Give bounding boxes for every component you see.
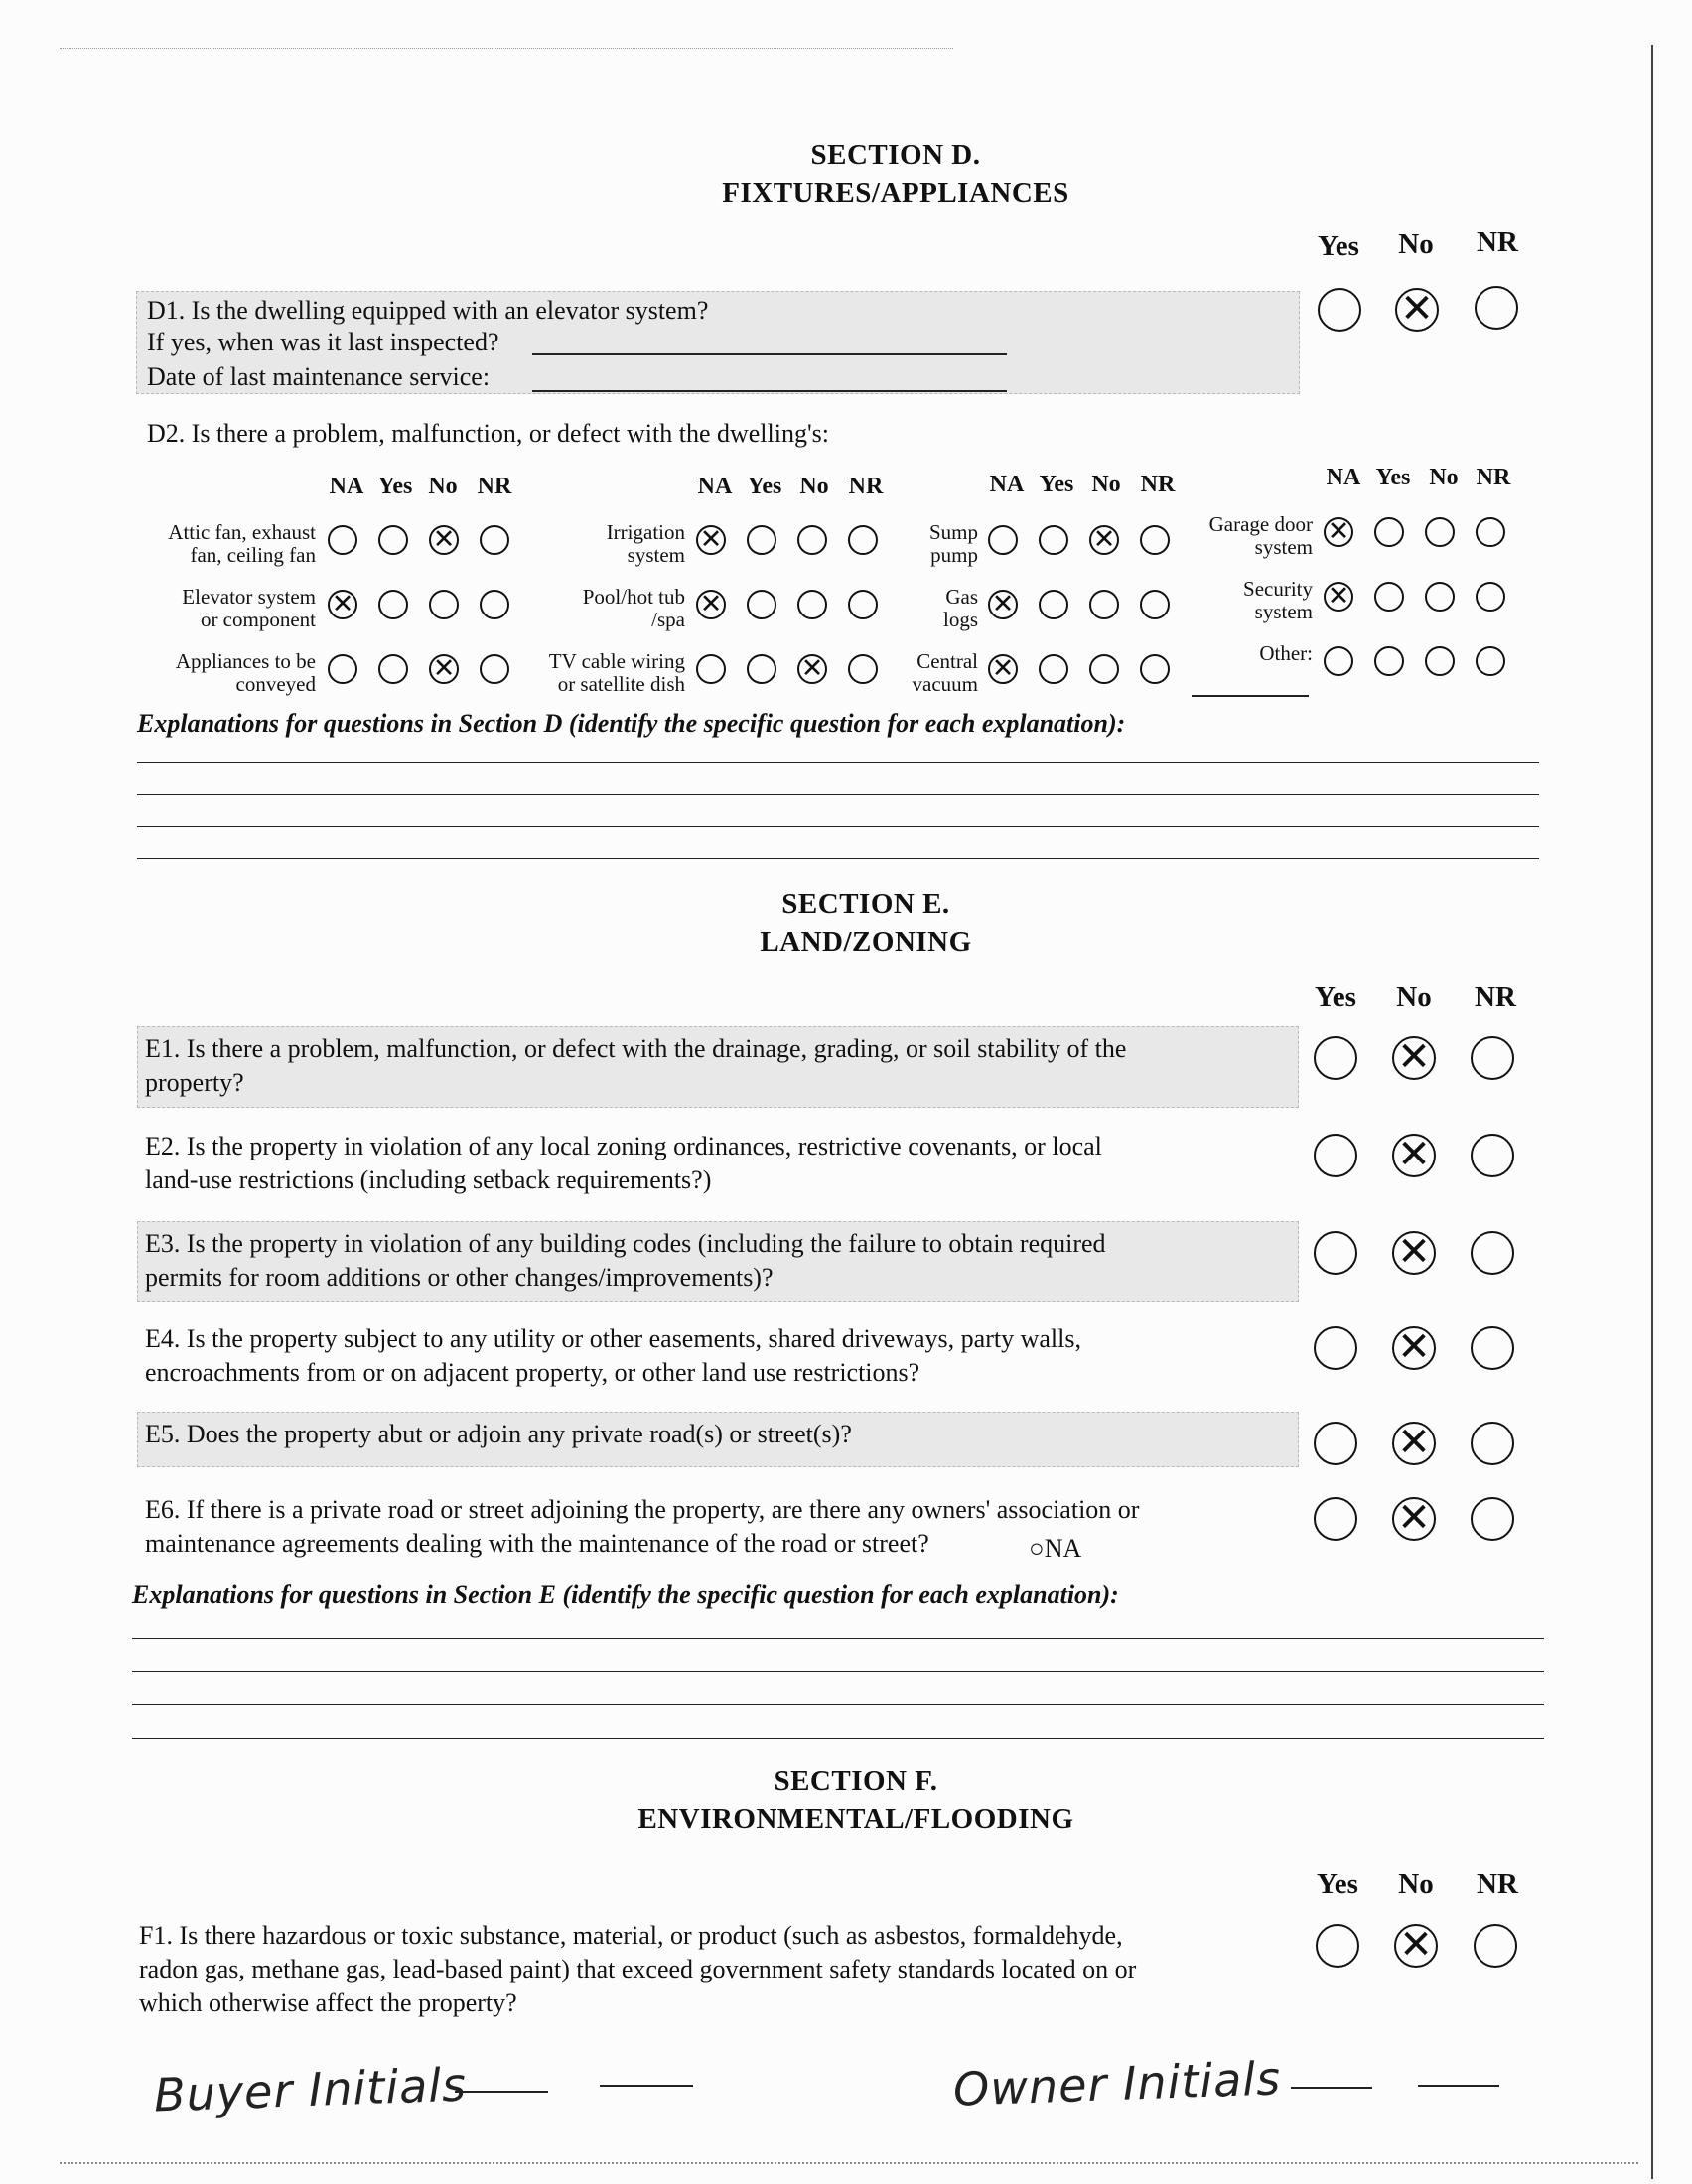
grid1-yes: Yes: [377, 474, 413, 499]
d2-na-radio[interactable]: [1324, 517, 1353, 547]
f-col-yes: Yes: [1317, 1868, 1358, 1900]
d1-question: D1. Is the dwelling equipped with an elevator system?: [147, 296, 709, 325]
d1-maintenance-label: Date of last maintenance service:: [147, 362, 491, 391]
check-mark-icon: ✕: [432, 523, 456, 555]
d2-item-label-line1: Elevator system: [182, 585, 316, 609]
d2-question: D2. Is there a problem, malfunction, or defect with the dwelling's:: [147, 419, 829, 448]
f1-line-1: F1. Is there hazardous or toxic substance, material, or product (such as asbestos, formaldehyde,: [139, 1921, 1123, 1950]
d2-item-label-line2: conveyed: [235, 672, 316, 696]
f1-line-2: radon gas, methane gas, lead-based paint) that exceed government safety standards located on or: [139, 1955, 1137, 1983]
d2-nr-radio[interactable]: [1140, 525, 1170, 555]
f1-no-radio[interactable]: [1394, 1921, 1438, 1968]
d2-item-label: [607, 521, 685, 567]
d2-item-label: [168, 521, 316, 567]
d2-na-radio[interactable]: [696, 525, 726, 555]
d2-na-radio[interactable]: [988, 525, 1018, 555]
d2-nr-radio[interactable]: [1140, 654, 1170, 684]
e-col-yes: Yes: [1315, 981, 1356, 1013]
check-mark-icon: ✕: [432, 652, 456, 684]
d2-item-label-line2: pump: [930, 543, 978, 567]
grid1-no: No: [428, 474, 458, 499]
d1-inspected-label: If yes, when was it last inspected?: [147, 328, 499, 356]
owner-initials-field-2[interactable]: [1418, 2085, 1499, 2087]
d2-no-radio[interactable]: [1089, 590, 1119, 619]
d2-na-radio[interactable]: [988, 590, 1018, 619]
check-mark-icon: ✕: [991, 652, 1015, 684]
d2-item-label-line1: TV cable wiring: [548, 649, 685, 673]
page-top-edge: [60, 48, 953, 49]
e-yes-radio[interactable]: [1314, 1231, 1357, 1275]
e-question-line2: maintenance agreements dealing with the maintenance of the road or street?: [145, 1529, 929, 1558]
d2-yes-radio[interactable]: [1374, 582, 1404, 612]
d2-item-label-line2: system: [1254, 535, 1313, 559]
check-mark-icon: ✕: [1397, 1228, 1431, 1275]
check-mark-icon: ✕: [1397, 1494, 1431, 1541]
buyer-initials-field-2[interactable]: [600, 2085, 693, 2087]
f1-yes-radio[interactable]: [1316, 1924, 1359, 1968]
d2-no-radio[interactable]: [429, 525, 459, 555]
section-d-heading: SECTION D.: [810, 139, 981, 171]
e-expl-line-1[interactable]: [132, 1638, 1544, 1639]
d2-item-label: [929, 521, 978, 567]
d-col-yes: Yes: [1318, 230, 1359, 262]
d2-item-label-line2: or component: [200, 608, 316, 631]
d2-na-radio[interactable]: [696, 654, 726, 684]
e6-na-label: NA: [1044, 1534, 1082, 1563]
e-question-line2: property?: [145, 1068, 244, 1097]
d2-item-label: [1259, 642, 1313, 665]
e-question-line1: E2. Is the property in violation of any local zoning ordinances, restrictive covenants, or local: [145, 1132, 1102, 1160]
grid3-yes: Yes: [1039, 472, 1074, 497]
d2-na-radio[interactable]: [1324, 646, 1353, 676]
d2-item-label-line1: Appliances to be: [175, 649, 316, 673]
d2-item-label-line1: Pool/hot tub: [582, 585, 685, 609]
d2-nr-radio[interactable]: [480, 654, 509, 684]
e-nr-radio[interactable]: [1471, 1036, 1514, 1080]
d2-nr-radio[interactable]: [848, 590, 878, 619]
d2-nr-radio[interactable]: [1476, 517, 1505, 547]
grid3-nr: NR: [1140, 472, 1176, 497]
e-expl-line-3[interactable]: [132, 1704, 1544, 1705]
e-no-radio[interactable]: [1392, 1494, 1436, 1541]
d-col-nr: NR: [1477, 226, 1518, 258]
d1-yes-radio[interactable]: [1318, 288, 1361, 332]
d2-item-label: [176, 650, 316, 696]
e-nr-radio[interactable]: [1471, 1422, 1514, 1465]
d2-yes-radio[interactable]: [747, 525, 776, 555]
d2-nr-radio[interactable]: [1140, 590, 1170, 619]
e-yes-radio[interactable]: [1314, 1422, 1357, 1465]
check-mark-icon: ✕: [1397, 1131, 1431, 1177]
d2-item-label-line2: or satellite dish: [557, 672, 685, 696]
check-mark-icon: ✕: [1399, 1921, 1433, 1968]
d2-yes-radio[interactable]: [378, 525, 408, 555]
grid2-na: NA: [697, 474, 733, 499]
grid4-na: NA: [1326, 465, 1361, 490]
d2-item-label-line1: Garage door: [1208, 512, 1313, 536]
e-yes-radio[interactable]: [1314, 1036, 1357, 1080]
e-question-line1: E3. Is the property in violation of any building codes (including the failure to obtain required: [145, 1229, 1106, 1258]
e-nr-radio[interactable]: [1471, 1134, 1514, 1177]
d2-no-radio[interactable]: [1089, 654, 1119, 684]
d2-na-radio[interactable]: [328, 654, 357, 684]
other-field[interactable]: [1192, 695, 1309, 697]
grid4-yes: Yes: [1375, 465, 1411, 490]
d2-item-label-line1: Irrigation: [606, 520, 685, 544]
f-col-no: No: [1398, 1868, 1434, 1900]
check-mark-icon: ✕: [800, 652, 824, 684]
e-col-no: No: [1396, 981, 1432, 1013]
e6-na-option[interactable]: ○NA: [1029, 1534, 1082, 1563]
d2-item-label-line2: logs: [942, 608, 978, 631]
grid3-na: NA: [989, 472, 1025, 497]
d1-inspected-field[interactable]: [532, 353, 1007, 355]
e-question-line1: E6. If there is a private road or street adjoining the property, are there any owners' association or: [145, 1495, 1140, 1524]
d2-item-label: [1209, 513, 1313, 559]
e-question-line2: encroachments from or on adjacent property, or other land use restrictions?: [145, 1358, 920, 1387]
d2-no-radio[interactable]: [429, 654, 459, 684]
e-expl-line-4[interactable]: [132, 1738, 1544, 1739]
d2-yes-radio[interactable]: [1374, 646, 1404, 676]
d2-item-label: [583, 586, 685, 631]
f-col-nr: NR: [1477, 1868, 1518, 1900]
d-expl-line-4[interactable]: [137, 858, 1539, 859]
owner-initials-label: Owner Initials: [952, 2051, 1282, 2116]
d2-na-radio[interactable]: [988, 654, 1018, 684]
d2-item-label-line2: vacuum: [912, 672, 978, 696]
grid2-no: No: [799, 474, 829, 499]
d2-item-label: [549, 650, 685, 696]
d-expl-line-3[interactable]: [137, 826, 1539, 827]
e-no-radio[interactable]: [1392, 1228, 1436, 1275]
d2-nr-radio[interactable]: [1476, 646, 1505, 676]
d2-nr-radio[interactable]: [480, 525, 509, 555]
section-d-explanations-label: Explanations for questions in Section D (identify the specific question for each explanation):: [137, 709, 1126, 738]
d2-yes-radio[interactable]: [747, 654, 776, 684]
d2-no-radio[interactable]: [797, 590, 827, 619]
e-nr-radio[interactable]: [1471, 1497, 1514, 1541]
e-yes-radio[interactable]: [1314, 1134, 1357, 1177]
page-right-edge: [1651, 45, 1653, 2179]
e-nr-radio[interactable]: [1471, 1326, 1514, 1370]
d2-no-radio[interactable]: [1089, 525, 1119, 555]
check-mark-icon: ✕: [991, 588, 1015, 619]
d2-yes-radio[interactable]: [1039, 590, 1068, 619]
d2-yes-radio[interactable]: [1039, 525, 1068, 555]
d1-nr-radio[interactable]: [1475, 286, 1518, 330]
d2-yes-radio[interactable]: [1039, 654, 1068, 684]
d2-item-label-line1: Sump: [928, 520, 978, 544]
d2-no-radio[interactable]: [797, 654, 827, 684]
e-no-radio[interactable]: [1392, 1033, 1436, 1080]
e-yes-radio[interactable]: [1314, 1497, 1357, 1541]
d-expl-line-2[interactable]: [137, 794, 1539, 795]
d2-no-radio[interactable]: [1425, 517, 1455, 547]
section-f-heading: SECTION F.: [774, 1765, 938, 1797]
section-f-title: ENVIRONMENTAL/FLOODING: [637, 1803, 1074, 1835]
section-e-title: LAND/ZONING: [760, 926, 972, 958]
d2-yes-radio[interactable]: [378, 654, 408, 684]
d2-no-radio[interactable]: [1425, 582, 1455, 612]
e-question-line1: E4. Is the property subject to any utility or other easements, shared driveways, party walls,: [145, 1324, 1081, 1353]
section-d-title: FIXTURES/APPLIANCES: [722, 177, 1069, 208]
page-bottom-edge: [60, 2162, 1638, 2164]
d2-item-label-line2: /spa: [651, 608, 685, 631]
grid4-no: No: [1429, 465, 1459, 490]
check-mark-icon: ✕: [1327, 515, 1350, 547]
grid3-no: No: [1091, 472, 1121, 497]
grid2-yes: Yes: [747, 474, 782, 499]
e-no-radio[interactable]: [1392, 1419, 1436, 1465]
e-question-line1: E1. Is there a problem, malfunction, or defect with the drainage, grading, or soil stability of the: [145, 1034, 1127, 1063]
buyer-initials-label: Buyer Initials: [153, 2057, 468, 2122]
d2-item-label-line2: system: [1254, 600, 1313, 623]
grid2-nr: NR: [848, 474, 884, 499]
check-mark-icon: ✕: [699, 588, 723, 619]
d1-no-radio[interactable]: [1395, 285, 1439, 332]
buyer-initials-field-1[interactable]: [455, 2091, 548, 2093]
section-e-heading: SECTION E.: [781, 888, 950, 920]
grid1-na: NA: [329, 474, 364, 499]
d2-na-radio[interactable]: [328, 525, 357, 555]
e-no-radio[interactable]: [1392, 1323, 1436, 1370]
d2-yes-radio[interactable]: [747, 590, 776, 619]
d-expl-line-1[interactable]: [137, 762, 1539, 763]
d2-na-radio[interactable]: [328, 590, 357, 619]
d2-na-radio[interactable]: [696, 590, 726, 619]
d2-item-label: [913, 650, 978, 696]
d2-item-label-line1: Gas: [945, 585, 978, 609]
d2-na-radio[interactable]: [1324, 582, 1353, 612]
check-mark-icon: ✕: [1092, 523, 1116, 555]
e-expl-line-2[interactable]: [132, 1671, 1544, 1672]
e-question-line1: E5. Does the property abut or adjoin any private road(s) or street(s)?: [145, 1420, 852, 1448]
d2-no-radio[interactable]: [1425, 646, 1455, 676]
d-col-no: No: [1398, 228, 1434, 260]
d2-yes-radio[interactable]: [1374, 517, 1404, 547]
check-mark-icon: ✕: [1397, 1419, 1431, 1465]
d2-nr-radio[interactable]: [480, 590, 509, 619]
d1-maintenance-field[interactable]: [532, 390, 1007, 392]
d2-item-label-line1: Other:: [1259, 641, 1313, 665]
e-col-nr: NR: [1475, 981, 1516, 1013]
d2-item-label-line1: Attic fan, exhaust: [168, 520, 316, 544]
d2-item-label: [1243, 578, 1313, 623]
check-mark-icon: ✕: [1327, 580, 1350, 612]
d2-no-radio[interactable]: [797, 525, 827, 555]
d2-item-label-line2: fan, ceiling fan: [190, 543, 316, 567]
check-mark-icon: ✕: [331, 588, 354, 619]
e-yes-radio[interactable]: [1314, 1326, 1357, 1370]
check-mark-icon: ✕: [699, 523, 723, 555]
d2-no-radio[interactable]: [429, 590, 459, 619]
section-e-explanations-label: Explanations for questions in Section E (identify the specific question for each explanation):: [132, 1580, 1119, 1609]
grid4-nr: NR: [1476, 465, 1511, 490]
d2-item-label-line2: system: [627, 543, 685, 567]
d2-yes-radio[interactable]: [378, 590, 408, 619]
check-mark-icon: ✕: [1397, 1323, 1431, 1370]
f1-nr-radio[interactable]: [1474, 1924, 1517, 1968]
d2-item-label: [182, 586, 316, 631]
owner-initials-field-1[interactable]: [1291, 2087, 1372, 2089]
d2-nr-radio[interactable]: [1476, 582, 1505, 612]
check-mark-icon: ✕: [1397, 1033, 1431, 1080]
d2-item-label-line1: Security: [1243, 577, 1313, 601]
f1-line-3: which otherwise affect the property?: [139, 1988, 517, 2017]
e-question-line2: land-use restrictions (including setback requirements?): [145, 1165, 712, 1194]
e-question-line2: permits for room additions or other changes/improvements)?: [145, 1263, 774, 1292]
e-nr-radio[interactable]: [1471, 1231, 1514, 1275]
grid1-nr: NR: [477, 474, 512, 499]
check-mark-icon: ✕: [1400, 285, 1434, 332]
d2-nr-radio[interactable]: [848, 654, 878, 684]
d2-nr-radio[interactable]: [848, 525, 878, 555]
d2-item-label-line1: Central: [916, 649, 978, 673]
d2-item-label: [943, 586, 978, 631]
e-no-radio[interactable]: [1392, 1131, 1436, 1177]
